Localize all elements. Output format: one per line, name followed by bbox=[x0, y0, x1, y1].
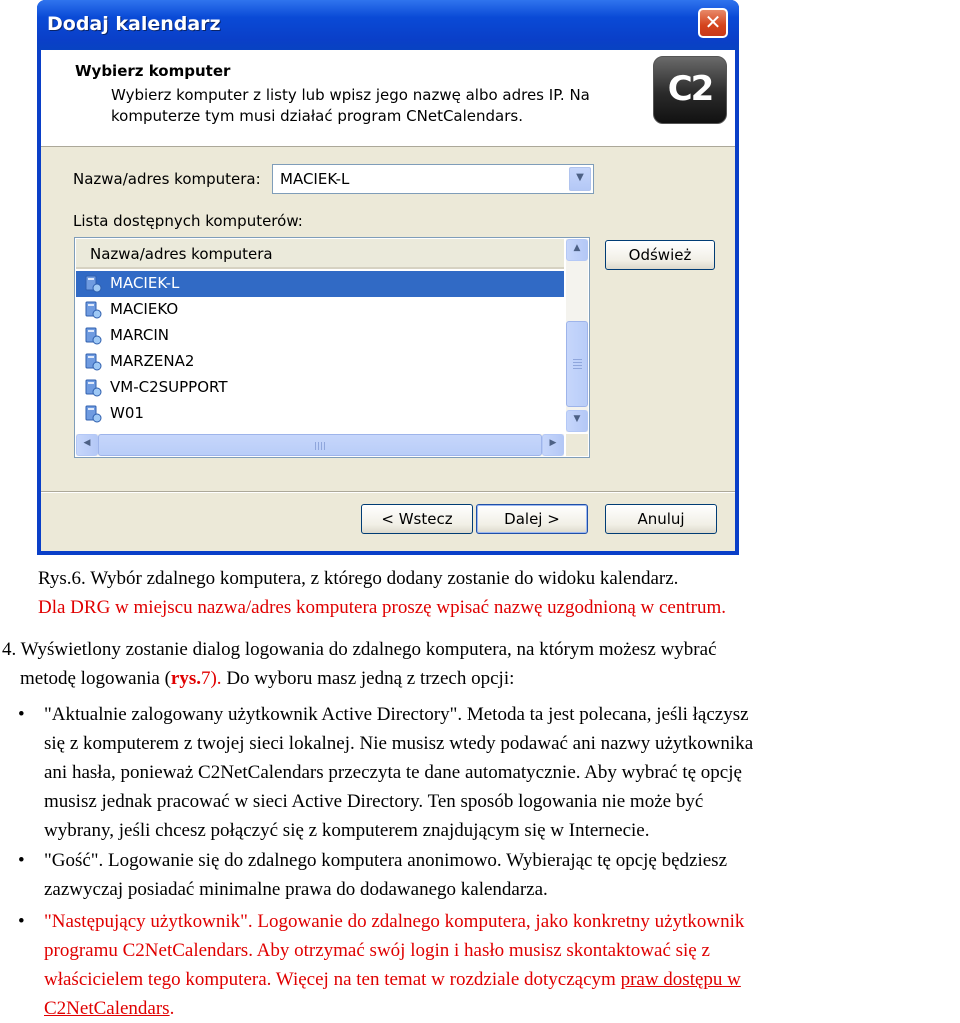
bullet-line: zazwyczaj posiadać minimalne prawa do dodawanego kalendarza. bbox=[44, 879, 548, 900]
cancel-button[interactable] bbox=[605, 504, 717, 534]
chevron-up-icon: ▲ bbox=[573, 243, 581, 253]
scroll-up-button[interactable] bbox=[566, 239, 588, 261]
bullet-icon: • bbox=[18, 704, 25, 725]
bullet-line: wybrany, jeśli chcesz połączyć się z komputerem znajdującym się w Internecie. bbox=[44, 820, 650, 841]
period: . bbox=[169, 998, 175, 1019]
refresh-button[interactable] bbox=[605, 240, 715, 270]
chevron-right-icon: ▶ bbox=[549, 438, 557, 448]
computers-rows bbox=[76, 271, 564, 427]
dialog-body bbox=[41, 50, 735, 551]
horizontal-scroll-thumb[interactable] bbox=[98, 434, 542, 456]
close-button[interactable] bbox=[698, 8, 728, 38]
list-item[interactable] bbox=[76, 271, 564, 297]
bullet-line: się z komputerem z twojej sieci lokalnej. Nie musisz wtedy podawać ani nazwy użytkownika bbox=[44, 733, 754, 754]
computer-address-value[interactable]: MACIEK-L bbox=[280, 170, 350, 188]
scroll-down-button[interactable] bbox=[566, 410, 588, 432]
back-button[interactable] bbox=[361, 504, 473, 534]
bullet-text bbox=[44, 700, 960, 845]
dropdown-button[interactable] bbox=[569, 167, 591, 191]
bullet-line: ani hasła, ponieważ C2NetCalendars przeczyta te dane automatycznie. Aby wybrać tę opcję bbox=[44, 762, 742, 783]
c2-logo bbox=[653, 56, 727, 124]
bullet-line-text: właścicielem tego komputera. Więcej na ten temat w rozdziale dotyczącym bbox=[44, 969, 621, 990]
cancel-button-label: Anuluj bbox=[637, 510, 685, 528]
vertical-scrollbar[interactable] bbox=[566, 239, 588, 432]
title-bar[interactable] bbox=[37, 0, 739, 50]
figure-reference-number: 7). bbox=[200, 668, 222, 689]
next-button[interactable] bbox=[476, 504, 588, 534]
dialog-title: Dodaj kalendarz bbox=[47, 13, 221, 35]
figure-reference: rys. bbox=[170, 668, 201, 689]
chevron-down-icon: ▼ bbox=[576, 172, 584, 183]
scrollbar-corner bbox=[566, 434, 588, 456]
figure-caption: Rys.6. Wybór zdalnego komputera, z którego dodany zostanie do widoku kalendarz. bbox=[38, 568, 679, 589]
chevron-left-icon: ◀ bbox=[83, 438, 91, 448]
bullet-line bbox=[44, 965, 960, 994]
computer-icon bbox=[84, 275, 102, 293]
column-header-label: Nazwa/adres komputera bbox=[90, 245, 273, 263]
step-4-line-1: 4. Wyświetlony zostanie dialog logowania do zdalnego komputera, na którym możesz wybrać bbox=[2, 639, 717, 660]
computer-address-combobox[interactable] bbox=[272, 164, 594, 194]
bullet-line: musisz jednak pracować w sieci Active Directory. Ten sposób logowania nie może być bbox=[44, 791, 704, 812]
computer-name: MARZENA2 bbox=[110, 352, 195, 370]
logo-text: C2 bbox=[667, 69, 713, 109]
bullet-line: "Następujący użytkownik". Logowanie do zdalnego komputera, jako konkretny użytkownik bbox=[44, 911, 745, 932]
access-rights-link-continued[interactable]: C2NetCalendars bbox=[44, 998, 170, 1019]
list-item[interactable] bbox=[76, 401, 564, 427]
bullet-text bbox=[44, 907, 960, 1023]
list-item[interactable] bbox=[76, 375, 564, 401]
step-4-text-a: metodę logowania ( bbox=[20, 668, 171, 689]
wizard-header bbox=[41, 50, 735, 147]
bullet-line: programu C2NetCalendars. Aby otrzymać swój login i hasło musisz skontaktować się z bbox=[44, 940, 710, 961]
refresh-button-label: Odśwież bbox=[628, 246, 692, 264]
computer-name: MARCIN bbox=[110, 326, 169, 344]
bullet-text bbox=[44, 846, 960, 904]
wizard-step-description bbox=[111, 85, 611, 127]
chevron-down-icon: ▼ bbox=[573, 414, 581, 424]
description-line-1: Wybierz komputer z listy lub wpisz jego nazwę albo adres IP. Na bbox=[111, 86, 590, 104]
drg-note: Dla DRG w miejscu nazwa/adres komputera proszę wpisać nazwę uzgodnioną w centrum. bbox=[38, 597, 726, 618]
column-header-name[interactable] bbox=[76, 239, 564, 269]
computer-address-label: Nazwa/adres komputera: bbox=[73, 170, 261, 188]
computer-icon bbox=[84, 405, 102, 423]
scroll-left-button[interactable] bbox=[76, 434, 98, 456]
computer-name: MACIEK-L bbox=[110, 274, 180, 292]
bullet-icon: • bbox=[18, 850, 25, 871]
add-calendar-dialog bbox=[37, 0, 739, 555]
scroll-right-button[interactable] bbox=[542, 434, 564, 456]
step-4-line-2 bbox=[20, 664, 514, 693]
back-button-label: < Wstecz bbox=[381, 510, 453, 528]
description-line-2: komputerze tym musi działać program CNetCalendars. bbox=[111, 107, 523, 125]
list-item[interactable] bbox=[76, 297, 564, 323]
footer-separator bbox=[41, 491, 735, 493]
vertical-scroll-thumb[interactable] bbox=[566, 321, 588, 407]
wizard-step-title: Wybierz komputer bbox=[75, 62, 231, 80]
computer-icon bbox=[84, 353, 102, 371]
bullet-line: "Aktualnie zalogowany użytkownik Active Directory". Metoda ta jest polecana, jeśli łączysz bbox=[44, 704, 749, 725]
access-rights-link[interactable]: praw dostępu w bbox=[620, 969, 741, 990]
computer-name: W01 bbox=[110, 404, 144, 422]
computer-icon bbox=[84, 327, 102, 345]
computer-name: MACIEKO bbox=[110, 300, 179, 318]
computer-icon bbox=[84, 379, 102, 397]
computer-icon bbox=[84, 301, 102, 319]
bullet-icon: • bbox=[18, 911, 25, 932]
list-item[interactable] bbox=[76, 349, 564, 375]
bullet-line: "Gość". Logowanie się do zdalnego komputera anonimowo. Wybierając tę opcję będziesz bbox=[44, 850, 728, 871]
list-item[interactable] bbox=[76, 323, 564, 349]
available-computers-label: Lista dostępnych komputerów: bbox=[73, 212, 303, 230]
bullet-line bbox=[44, 994, 960, 1023]
next-button-label: Dalej > bbox=[504, 510, 560, 528]
computers-list[interactable] bbox=[74, 237, 590, 458]
step-4-text-b: Do wyboru masz jedną z trzech opcji: bbox=[221, 668, 515, 689]
horizontal-scrollbar[interactable] bbox=[76, 434, 564, 456]
close-icon: ✕ bbox=[704, 10, 722, 34]
computer-name: VM-C2SUPPORT bbox=[110, 378, 228, 396]
